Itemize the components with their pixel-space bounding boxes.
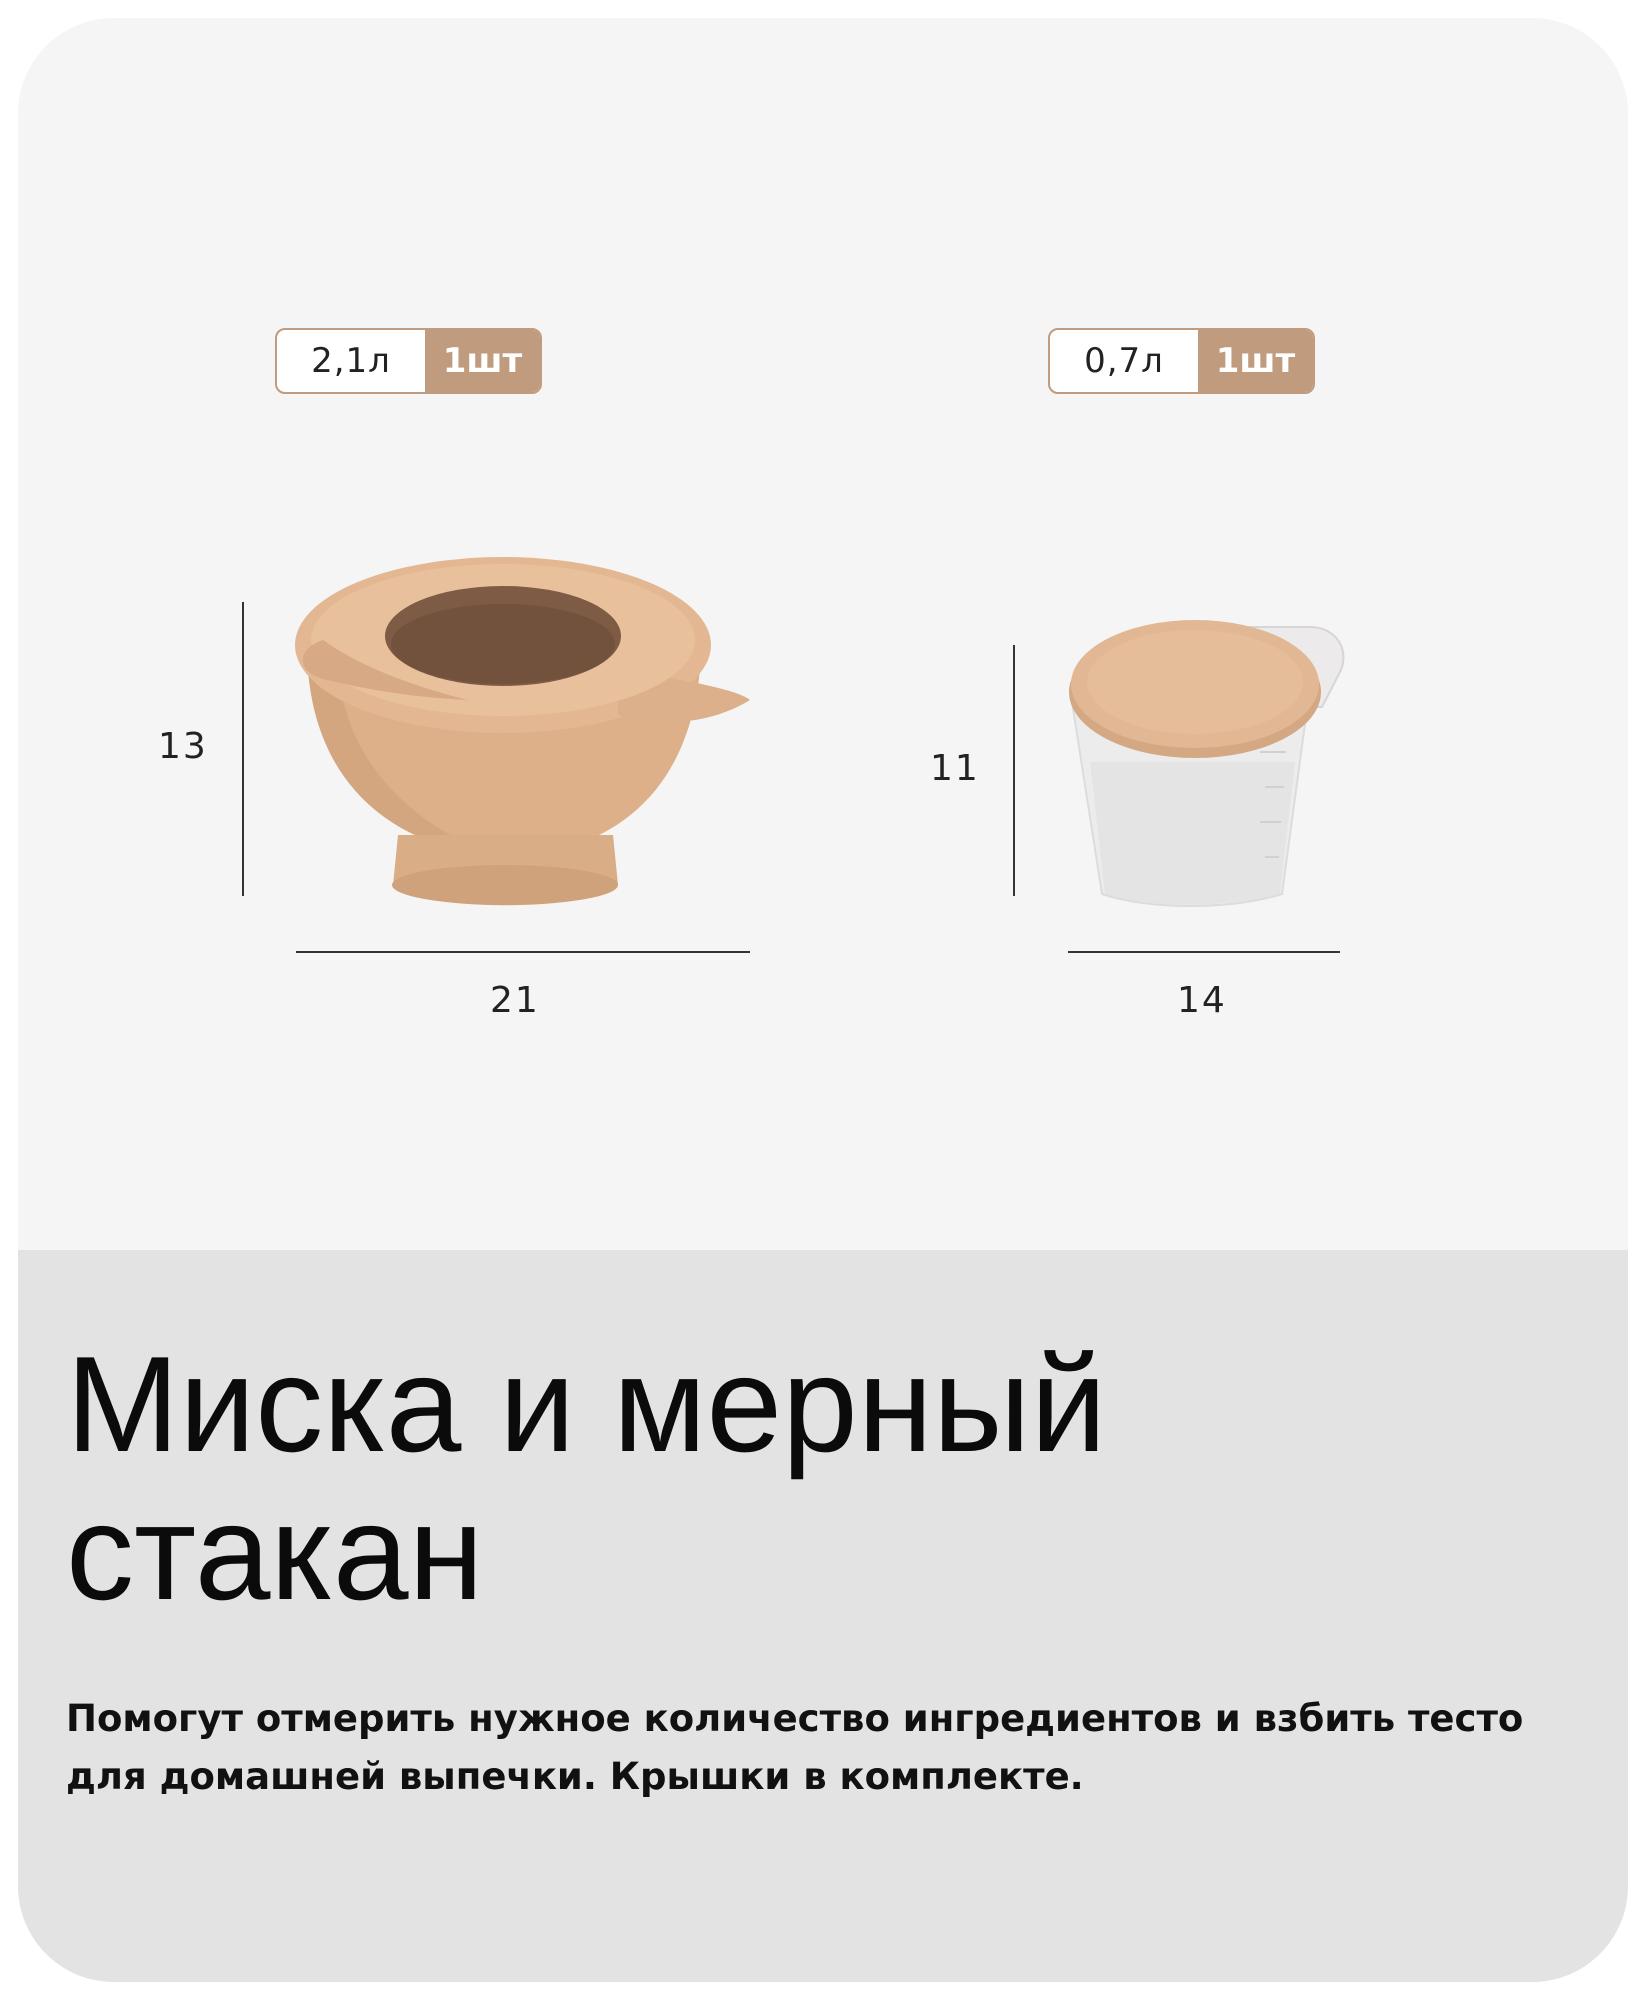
cup-height-label: 11 <box>930 748 980 789</box>
bowl-height-label: 13 <box>158 726 208 767</box>
bowl-width-line <box>296 951 750 953</box>
bowl-height-line <box>242 602 244 896</box>
cup-quantity: 1шт <box>1198 330 1313 392</box>
description-line-1: Помогут отмерить нужное количество ингредиентов и взбить тесто <box>66 1697 1524 1740</box>
bowl-spec-pill <box>275 328 542 394</box>
cup-spec-pill <box>1048 328 1315 394</box>
title-line-1: Миска и мерный <box>66 1328 1107 1480</box>
product-card <box>18 18 1628 1982</box>
title-line-2: стакан <box>66 1476 484 1628</box>
bowl-volume: 2,1л <box>311 341 391 381</box>
cup-width-label: 14 <box>1177 980 1227 1021</box>
cup-height-line <box>1013 645 1015 896</box>
cup-volume: 0,7л <box>1084 341 1164 381</box>
measuring-cup-icon <box>1060 612 1360 912</box>
mixing-bowl-icon <box>288 540 758 920</box>
page-title <box>66 1330 1516 1626</box>
product-illustration-panel <box>18 18 1628 1250</box>
description-line-2: для домашней выпечки. Крышки в комплекте. <box>66 1755 1084 1798</box>
description <box>66 1690 1546 1806</box>
bowl-quantity: 1шт <box>425 330 540 392</box>
bowl-width-label: 21 <box>490 980 540 1021</box>
cup-width-line <box>1068 951 1340 953</box>
